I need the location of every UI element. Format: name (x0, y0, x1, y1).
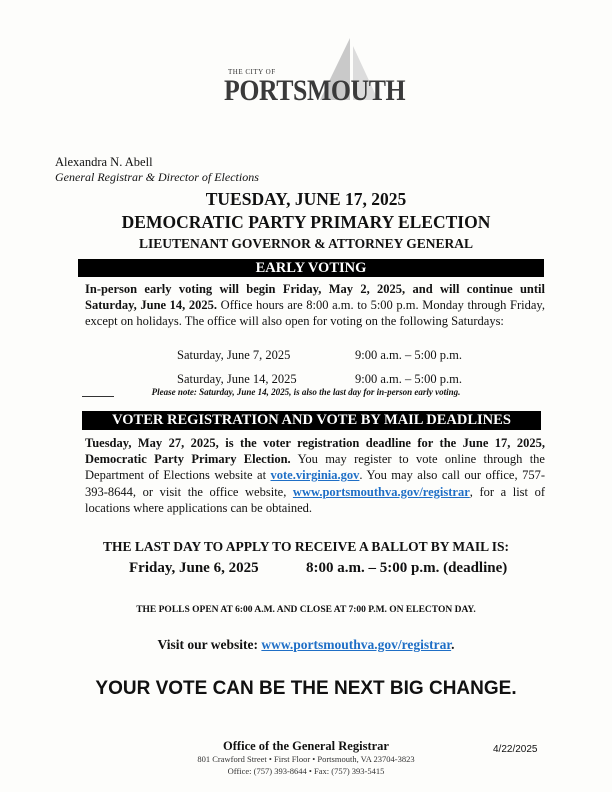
early-voting-paragraph (85, 281, 545, 330)
mail-ballot-heading: THE LAST DAY TO APPLY TO RECEIVE A BALLOT BY MAIL IS: (102, 539, 510, 554)
registration-header: VOTER REGISTRATION AND VOTE BY MAIL DEADLINES (82, 411, 541, 430)
document-date: 4/22/2025 (493, 744, 538, 755)
early-voting-body: Office hours are 8:00 a.m. to 5:00 p.m. Monday through Friday, except on holidays. The office will also open for voting on the following Saturdays: (85, 298, 545, 329)
early-voting-header: EARLY VOTING (78, 259, 544, 277)
election-name-heading: DEMOCRATIC PARTY PRIMARY ELECTION (121, 212, 491, 232)
registration-paragraph (85, 435, 545, 516)
election-date-heading: TUESDAY, JUNE 17, 2025 (205, 189, 407, 209)
offices-heading: LIEUTENANT GOVERNOR & ATTORNEY GENERAL (138, 236, 474, 251)
registrar-title: General Registrar & Director of Elections (55, 170, 259, 184)
registration-text-1: You may register to vote online through the Department of Elections website at (85, 452, 545, 483)
vote-virginia-link[interactable]: vote.virginia.gov (270, 468, 360, 483)
website-line (0, 637, 612, 653)
logo-city-name: PORTSMOUTH (224, 74, 406, 107)
polls-hours: THE POLLS OPEN AT 6:00 A.M. AND CLOSE AT 7:00 P.M. ON ELECTON DAY. (136, 605, 476, 615)
registration-text-3: , for a list of locations where applications can be obtained. (85, 484, 545, 515)
mail-ballot-date: Friday, June 6, 2025 (129, 560, 259, 576)
registrar-website-link[interactable]: www.portsmouthva.gov/registrar (292, 484, 470, 499)
footer-phones: Office: (757) 393-8644 • Fax: (757) 393-5415 (227, 766, 385, 776)
saturday-1-hours: 9:00 a.m. – 5:00 p.m. (355, 348, 462, 362)
footer-address: 801 Crawford Street • First Floor • Portsmouth, VA 23704-3823 (197, 754, 415, 764)
slogan: YOUR VOTE CAN BE THE NEXT BIG CHANGE. (95, 678, 517, 699)
registration-intro: Tuesday, May 27, 2025, is the voter registration deadline for the June 17, 2025, Democratic Party Primary Election. (85, 436, 545, 467)
registration-text-2: . You may also call our office, 757-393-8644, or visit the office website, (85, 468, 545, 499)
footer-office: Office of the General Registrar (223, 739, 389, 753)
logo-small-text: THE CITY OF (228, 68, 276, 76)
saturday-2-date: Saturday, June 14, 2025 (177, 372, 297, 386)
website-suffix: . (451, 637, 455, 652)
website-label: Visit our website: (157, 637, 262, 652)
early-voting-intro: In-person early voting will begin Friday, May 2, 2025, and will continue until Saturday, June 14, 2025. (85, 282, 545, 313)
saturday-1-date: Saturday, June 7, 2025 (177, 348, 291, 362)
registrar-name: Alexandra N. Abell (55, 155, 153, 169)
mail-ballot-time: 8:00 a.m. – 5:00 p.m. (deadline) (306, 560, 508, 576)
website-link[interactable]: www.portsmouthva.gov/registrar (261, 637, 452, 652)
early-voting-note: Please note: Saturday, June 14, 2025, is also the last day for in-person early voting. (151, 387, 461, 397)
saturday-2-hours: 9:00 a.m. – 5:00 p.m. (355, 372, 462, 386)
